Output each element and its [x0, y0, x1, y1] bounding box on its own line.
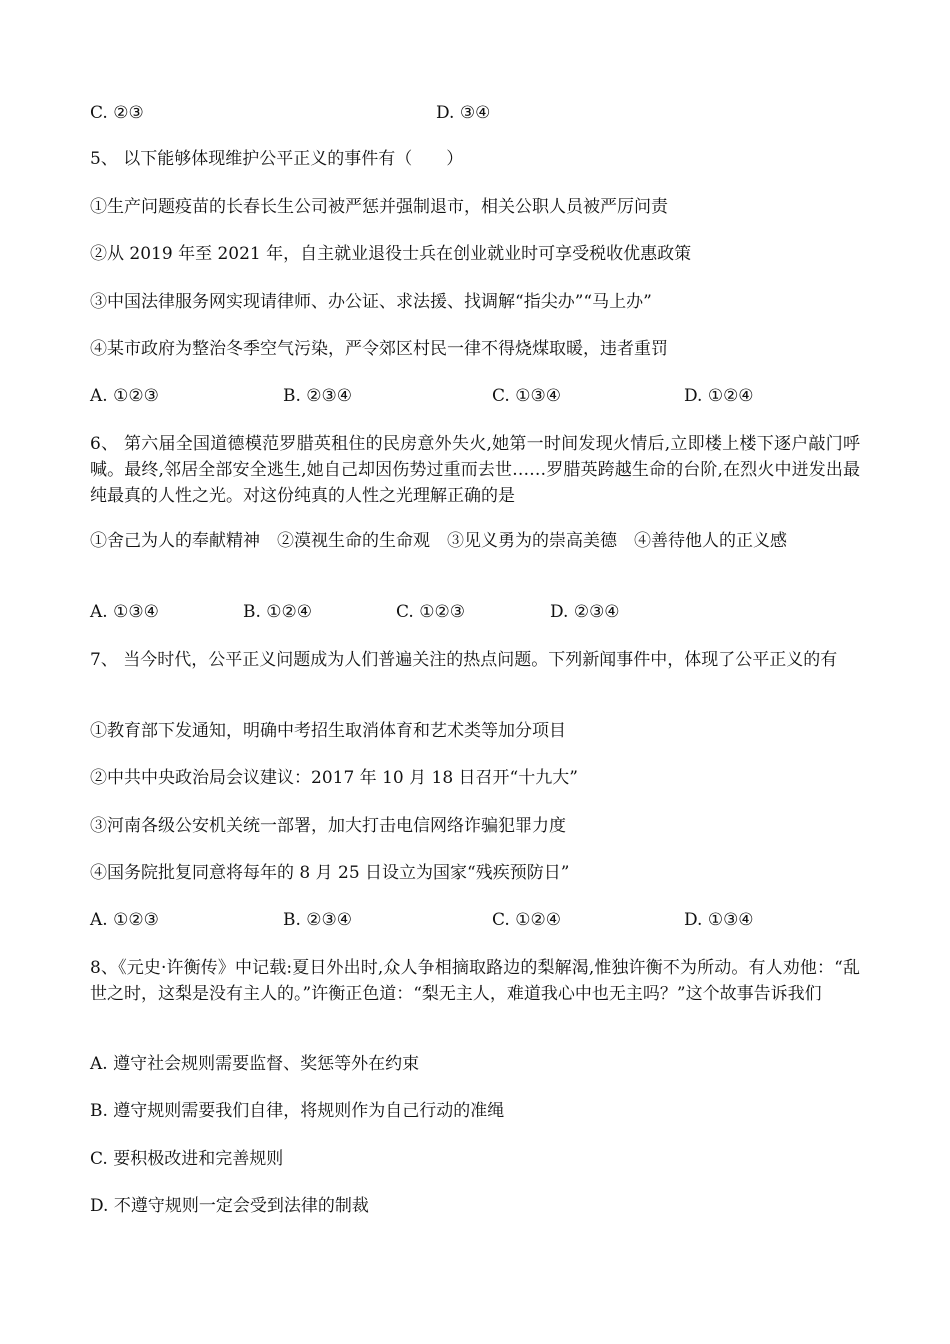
q8-option-b: B. 遵守规则需要我们自律，将规则作为自己行动的准绳 [90, 1101, 505, 1121]
q7-option-d: D. ①③④ [684, 910, 754, 930]
q8-option-c: C. 要积极改进和完善规则 [90, 1149, 284, 1169]
q7-item-3: ③河南各级公安机关统一部署，加大打击电信网络诈骗犯罪力度 [90, 816, 566, 836]
q5-option-c: C. ①③④ [492, 386, 561, 406]
q5-option-a: A. ①②③ [90, 386, 159, 406]
q6-items: ①舍己为人的奉献精神 ②漠视生命的生命观 ③见义勇为的崇高美德 ④善待他人的正义感 [90, 531, 787, 551]
q5-item-3: ③中国法律服务网实现请律师、办公证、求法援、找调解“指尖办”“马上办” [90, 292, 652, 312]
q5-item-2: ②从 2019 年至 2021 年，自主就业退役士兵在创业就业时可享受税收优惠政策 [90, 244, 692, 264]
q8-option-a: A. 遵守社会规则需要监督、奖惩等外在约束 [90, 1054, 420, 1074]
q6-stem: 6、 第六届全国道德模范罗腊英租住的民房意外失火,她第一时间发现火情后,立即楼上楼下逐户敲门呼喊。最终,邻居全部安全逃生,她自己却因伤势过重而去世……罗腊英跨越生命的台阶,在烈火中迸发出最纯最真的人性之光。对这份纯真的人性之光理解正确的是 [90, 434, 860, 506]
q8-option-d: D. 不遵守规则一定会受到法律的制裁 [90, 1196, 369, 1216]
q5-stem: 5、 以下能够体现维护公平正义的事件有（ ） [90, 149, 464, 169]
q7-option-c: C. ①②④ [492, 910, 561, 930]
q7-option-a: A. ①②③ [90, 910, 159, 930]
q7-stem: 7、 当今时代，公平正义问题成为人们普遍关注的热点问题。下列新闻事件中，体现了公平正义的有 [90, 650, 838, 670]
q4-option-d: D. ③④ [436, 103, 491, 123]
q6-option-b: B. ①②④ [243, 602, 313, 622]
q6-option-a: A. ①③④ [90, 602, 159, 622]
q6-option-d: D. ②③④ [550, 602, 620, 622]
q8-stem: 8、《元史·许衡传》中记载:夏日外出时,众人争相摘取路边的梨解渴,惟独许衡不为所动。有人劝他：“乱世之时，这梨是没有主人的。”许衡正色道：“梨无主人，难道我心中也无主吗？”这个故事告诉我们 [90, 958, 860, 1004]
q5-option-b: B. ②③④ [283, 386, 353, 406]
q5-option-d: D. ①②④ [684, 386, 754, 406]
q4-option-c: C. ②③ [90, 103, 144, 123]
q7-item-4: ④国务院批复同意将每年的 8 月 25 日设立为国家“残疾预防日” [90, 863, 570, 883]
q7-item-1: ①教育部下发通知，明确中考招生取消体育和艺术类等加分项目 [90, 721, 566, 741]
q6-option-c: C. ①②③ [396, 602, 465, 622]
q7-option-b: B. ②③④ [283, 910, 353, 930]
q5-item-1: ①生产问题疫苗的长春长生公司被严惩并强制退市，相关公职人员被严厉问责 [90, 197, 668, 217]
q5-item-4: ④某市政府为整治冬季空气污染，严令郊区村民一律不得烧煤取暖，违者重罚 [90, 339, 668, 359]
q7-item-2: ②中共中央政治局会议建议：2017 年 10 月 18 日召开“十九大” [90, 768, 578, 788]
